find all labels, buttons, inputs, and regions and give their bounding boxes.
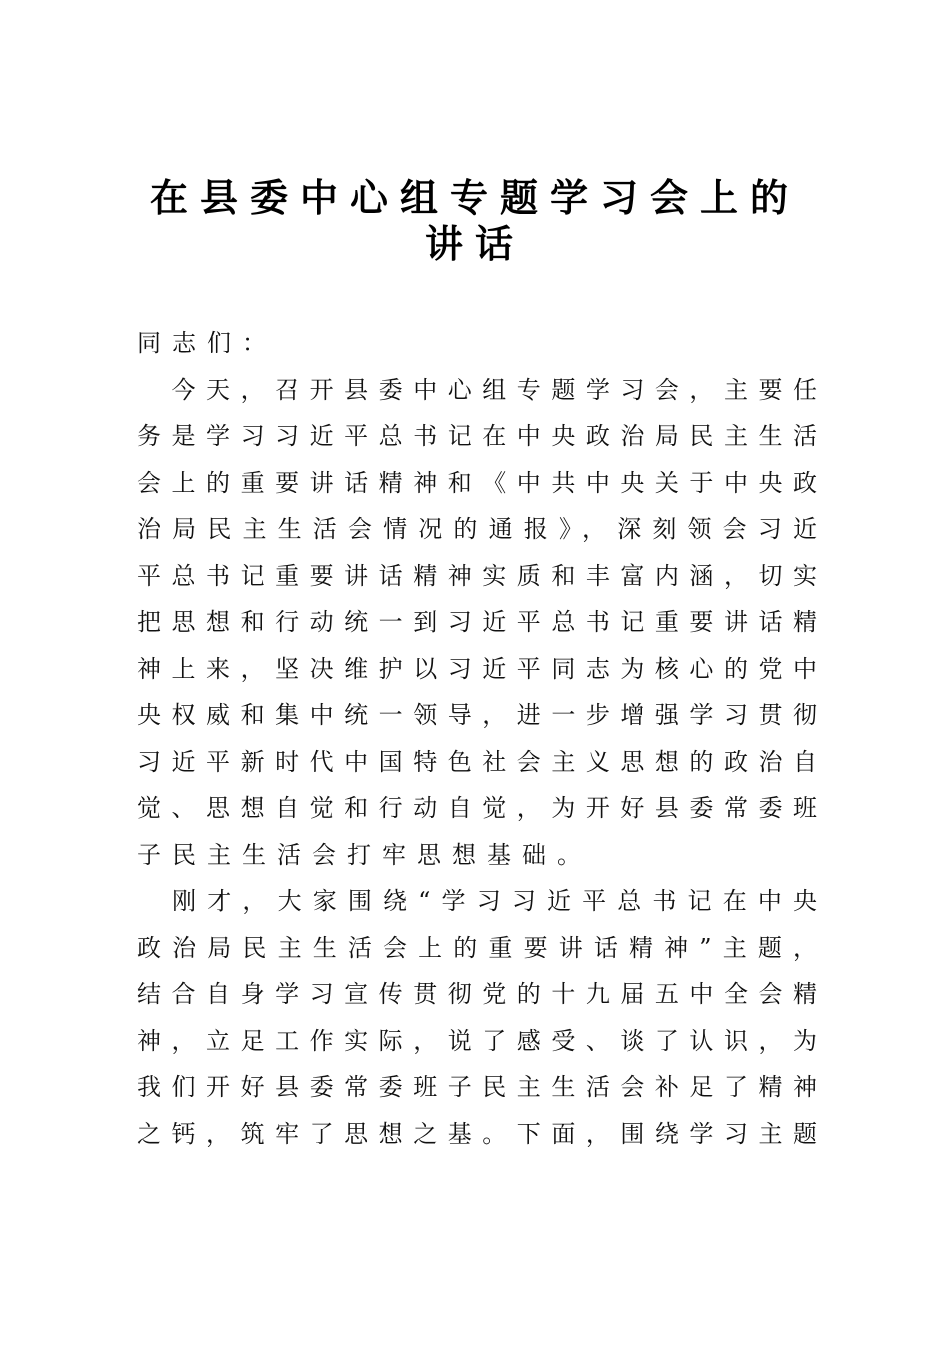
- title-line-2: 讲话: [424, 222, 525, 266]
- body-line: 今天，召开县委中心组专题学习会，主要任: [137, 375, 817, 404]
- body-line: 央权威和集中统一领导，进一步增强学习贯彻: [137, 701, 817, 729]
- body-line: 把思想和行动统一到习近平总书记重要讲话精: [137, 608, 817, 636]
- title-line-1: 在县委中心组专题学习会上的: [149, 176, 800, 220]
- body-line: 觉、思想自觉和行动自觉，为开好县委常委班: [137, 794, 817, 822]
- body-line: 结合自身学习宣传贯彻党的十九届五中全会精: [137, 980, 817, 1008]
- body-line: 务是学习习近平总书记在中央政治局民主生活: [137, 422, 817, 450]
- body-line: 神上来，坚决维护以习近平同志为核心的党中: [137, 654, 817, 683]
- body-line: 政治局民主生活会上的重要讲话精神”主题，: [137, 933, 817, 962]
- body-line: 习近平新时代中国特色社会主义思想的政治自: [137, 747, 817, 776]
- body-line: 治局民主生活会情况的通报》，深刻领会习近: [137, 515, 817, 543]
- body-line: 我们开好县委常委班子民主生活会补足了精神: [137, 1073, 817, 1101]
- body-line: 刚才，大家围绕“学习习近平总书记在中央: [137, 887, 817, 915]
- body-line: 会上的重要讲话精神和《中共中央关于中央政: [137, 468, 817, 497]
- body-line: 之钙，筑牢了思想之基。下面，围绕学习主题: [137, 1119, 817, 1148]
- body-line: 子民主生活会打牢思想基础。: [137, 840, 592, 869]
- document-body: [137, 320, 827, 1157]
- document-title: [130, 175, 820, 267]
- salutation: 同志们：: [137, 329, 277, 357]
- body-line: 神，立足工作实际，说了感受、谈了认识，为: [137, 1026, 817, 1055]
- body-line: 平总书记重要讲话精神实质和丰富内涵，切实: [137, 561, 817, 590]
